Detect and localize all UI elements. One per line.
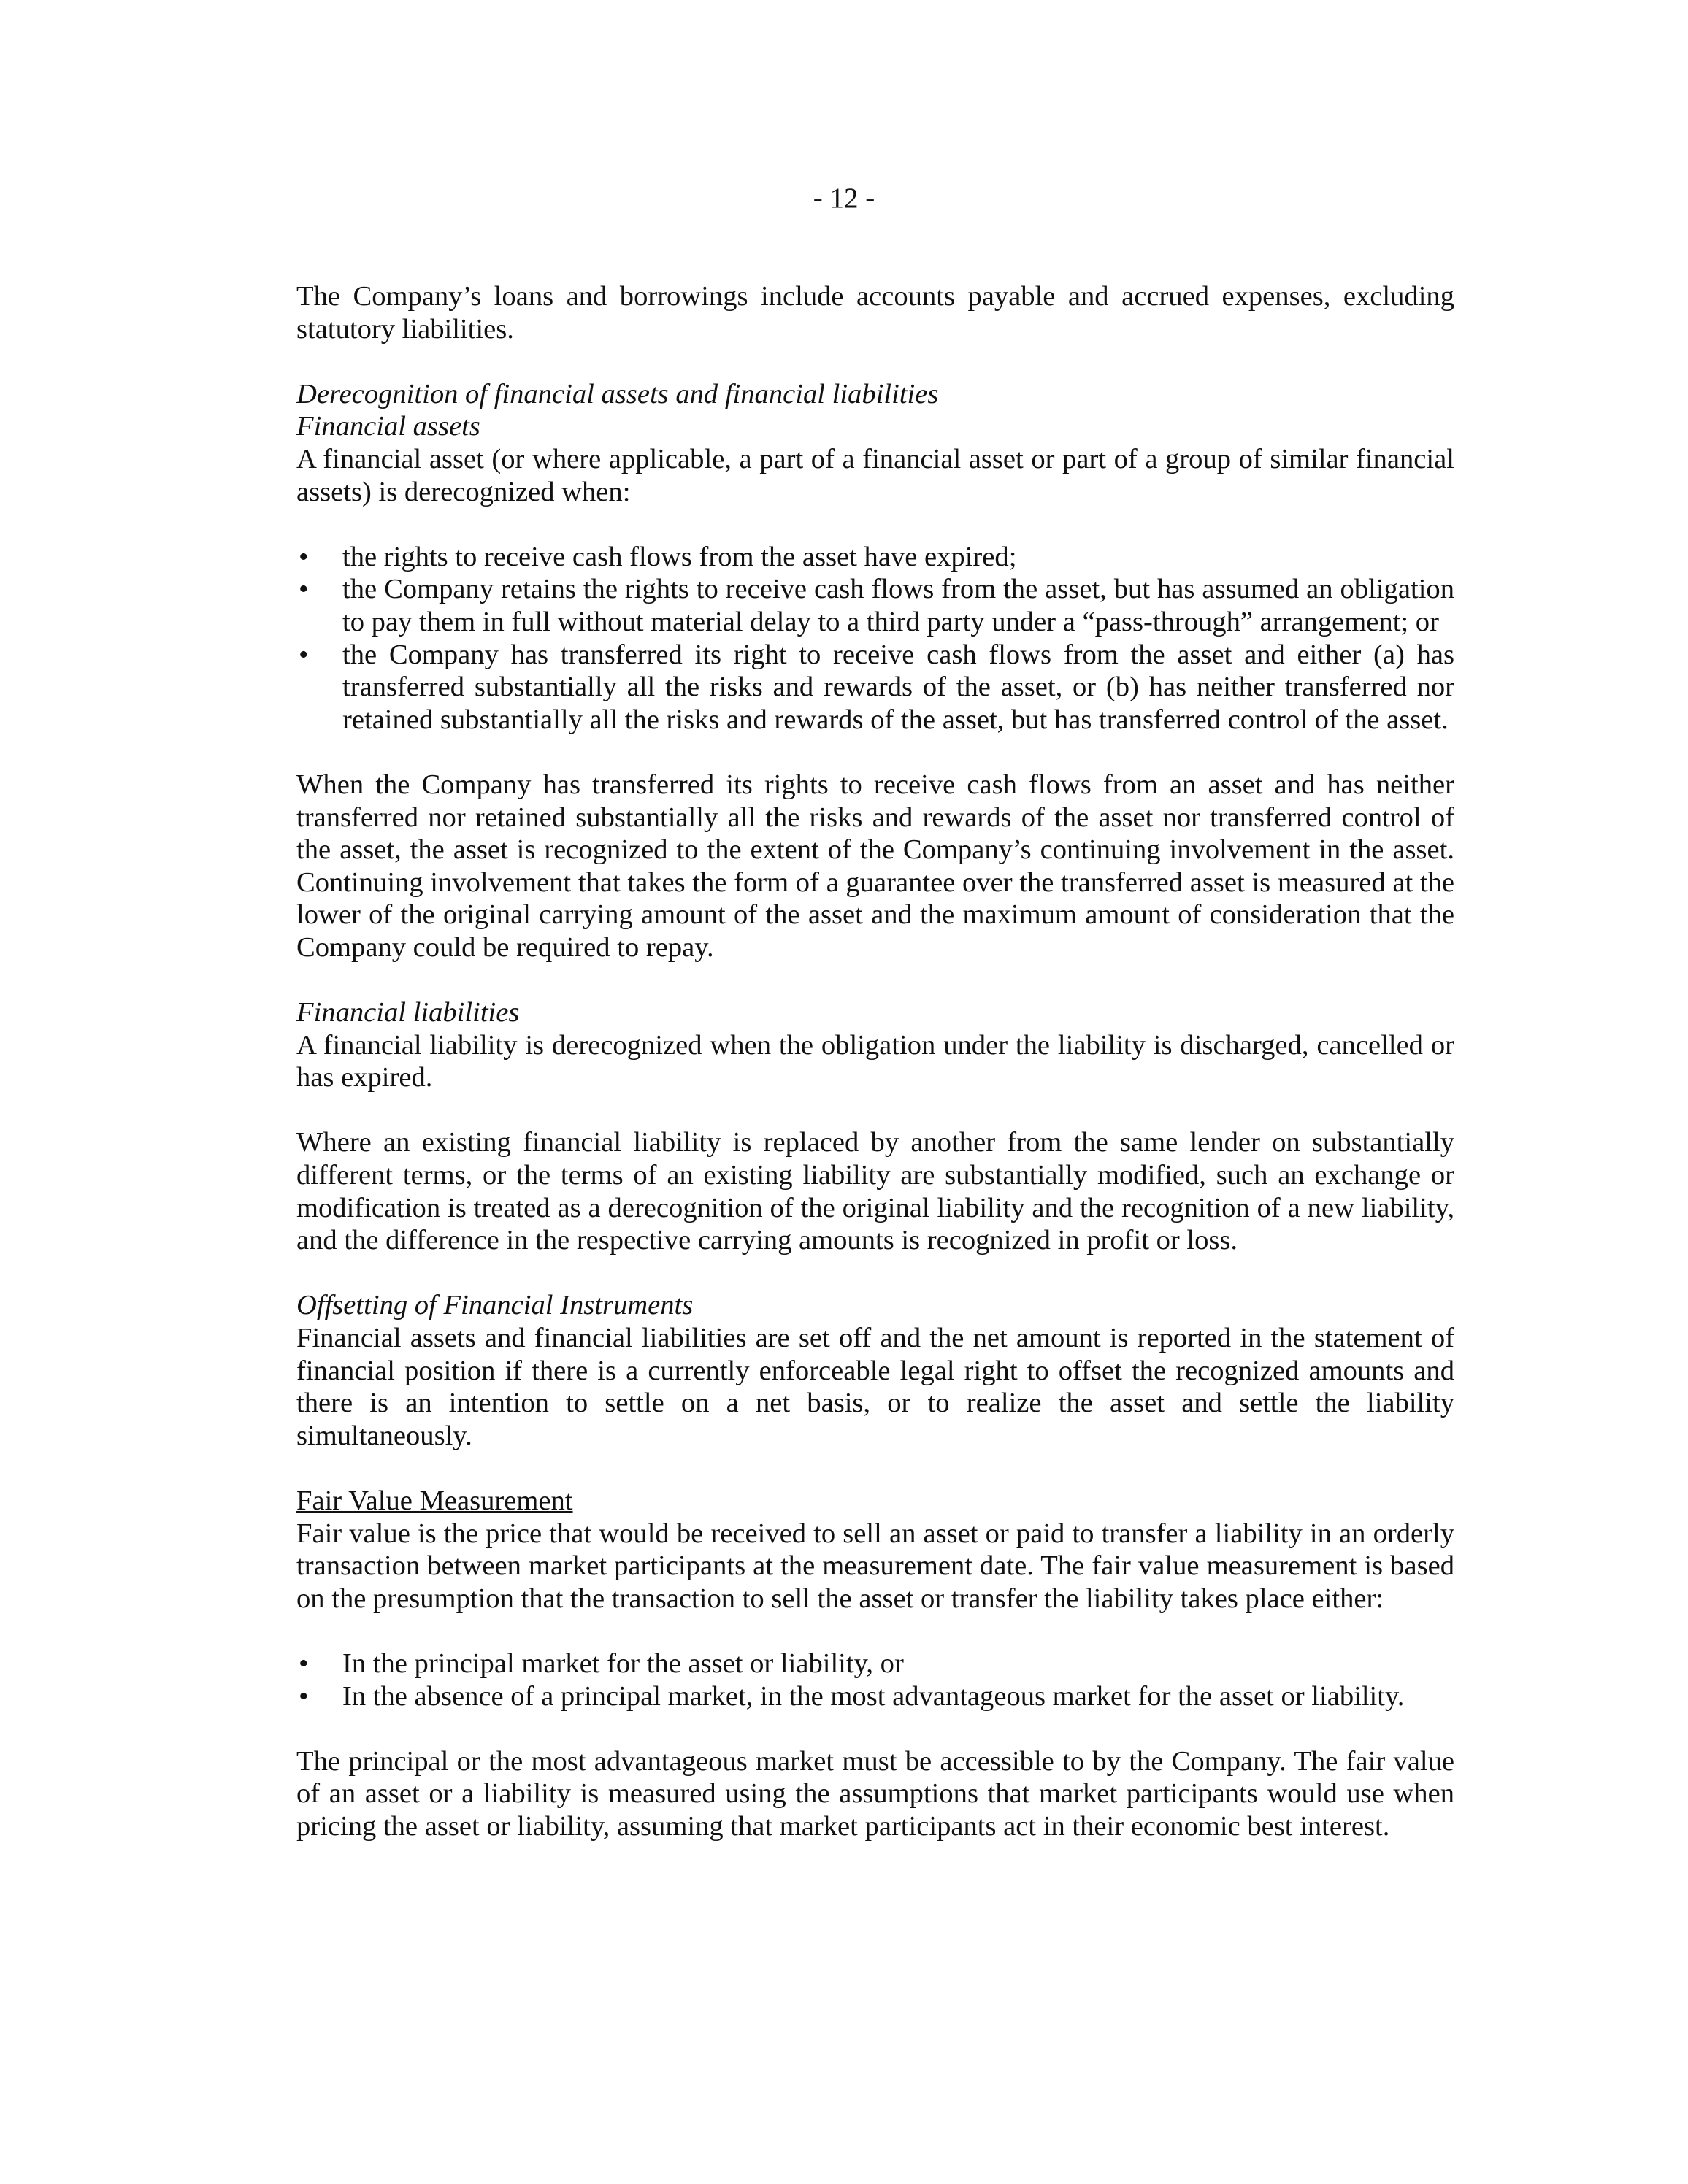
bullet-icon: •: [299, 541, 309, 572]
offsetting-heading: Offsetting of Financial Instruments: [296, 1290, 694, 1321]
list-item: [296, 573, 1454, 638]
bullet-icon: •: [299, 1647, 309, 1679]
list-item-text: In the absence of a principal market, in the most advantageous market for the asset or liability.: [342, 1680, 1405, 1712]
financial-liabilities-heading: Financial liabilities: [296, 997, 520, 1028]
financial-assets-subheading: Financial assets: [296, 411, 480, 442]
financial-liabilities-section: [296, 996, 1454, 1094]
derecognition-bullet-list: [296, 541, 1454, 737]
financial-liabilities-paragraph: A financial liability is derecognized when the obligation under the liability is discharged, cancelled or has expired.: [296, 1029, 1454, 1093]
list-item-text: In the principal market for the asset or liability, or: [342, 1647, 904, 1679]
bullet-icon: •: [299, 1680, 309, 1712]
fair-value-section: [296, 1485, 1454, 1615]
derecognition-heading: Derecognition of financial assets and financial liabilities: [296, 378, 939, 410]
list-item-text: the rights to receive cash flows from the asset have expired;: [342, 541, 1017, 572]
offsetting-section: [296, 1289, 1454, 1452]
page-number: - 12 -: [813, 182, 875, 214]
loans-paragraph: The Company’s loans and borrowings include accounts payable and accrued expenses, excluding statutory liabilities.: [296, 281, 1454, 345]
principal-market-paragraph: The principal or the most advantageous market must be accessible to by the Company. The fair value of an asset or a liability is measured using the assumptions that market participants would use when pricing the asset or liability, assuming that market participants act in their economic best interest.: [296, 1745, 1454, 1842]
document-body: [296, 280, 1454, 1843]
financial-assets-intro: A financial asset (or where applicable, a part of a financial asset or part of a group of similar financial assets) is derecognized when:: [296, 443, 1454, 507]
offsetting-paragraph: Financial assets and financial liabilities are set off and the net amount is reported in the statement of financial position if there is a currently enforceable legal right to offset the recognized amounts and there is an intention to settle on a net basis, or to realize the asset and settle the liability simultaneously.: [296, 1323, 1454, 1451]
continuing-involvement-paragraph: When the Company has transferred its rights to receive cash flows from an asset and has neither transferred nor retained substantially all the risks and rewards of the asset nor transferred control of the asset, the asset is recognized to the extent of the Company’s continuing involvement in the asset. Continuing involvement that takes the form of a guarantee over the transferred asset is measured at the lower of the original carrying amount of the asset and the maximum amount of consideration that the Company could be required to repay.: [296, 769, 1454, 963]
list-item: [296, 541, 1454, 574]
list-item: [296, 639, 1454, 737]
list-item: [296, 1647, 1454, 1680]
fair-value-bullet-list: [296, 1647, 1454, 1712]
fair-value-intro: Fair value is the price that would be received to sell an asset or paid to transfer a liability in an orderly transaction between market participants at the measurement date. The fair value measurement is based on the presumption that the transaction to sell the asset or transfer the liability takes place either:: [296, 1518, 1454, 1614]
bullet-icon: •: [299, 639, 309, 670]
bullet-icon: •: [299, 574, 309, 605]
list-item-text: the Company retains the rights to receive cash flows from the asset, but has assumed an obligation to pay them in full without material delay to a third party under a “pass-through” arrangement; or: [342, 574, 1454, 637]
list-item: [296, 1680, 1454, 1713]
fair-value-heading: Fair Value Measurement: [296, 1485, 573, 1516]
liability-modification-paragraph: Where an existing financial liability is replaced by another from the same lender on substantially different terms, or the terms of an existing liability are substantially modified, such an exchange or modification is treated as a derecognition of the original liability and the recognition of a new liability, and the difference in the respective carrying amounts is recognized in profit or loss.: [296, 1127, 1454, 1256]
list-item-text: the Company has transferred its right to receive cash flows from the asset and either (a) has transferred substantially all the risks and rewards of the asset, or (b) has neither transferred nor retained substantially all the risks and rewards of the asset, but has transferred control of the asset.: [342, 639, 1454, 735]
derecognition-section: [296, 378, 1454, 508]
